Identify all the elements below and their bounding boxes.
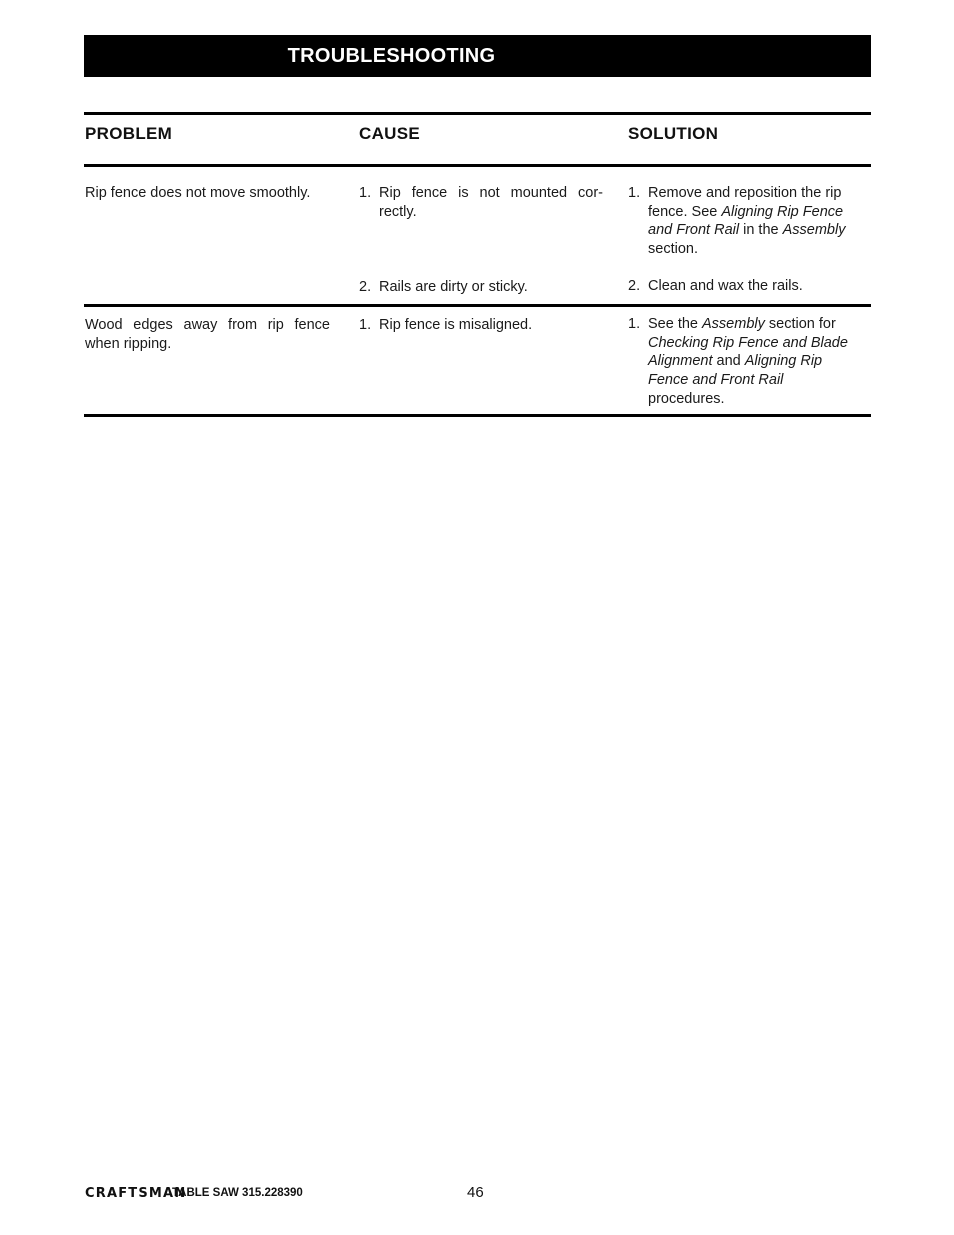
row2-problem (85, 316, 330, 353)
list-number: 1. (628, 185, 641, 201)
solution-reference: and Front Rail (648, 222, 740, 239)
list-number: 1. (359, 185, 372, 201)
list-number: 2. (359, 279, 372, 295)
problem-line1: Wood edges away from rip fence (85, 317, 330, 333)
row-divider-rule (84, 304, 871, 307)
solution-reference: Alignment (648, 353, 713, 370)
solution-text: See the (648, 316, 703, 332)
row2-solution-1 (628, 315, 871, 413)
header-bottom-rule (84, 164, 871, 167)
row1-solution-1 (628, 184, 871, 264)
solution-text: section for (764, 316, 836, 332)
row1-problem: Rip fence does not move smoothly. (85, 185, 311, 201)
solution-reference: Checking Rip Fence and Blade (648, 334, 848, 351)
header-solution: SOLUTION (628, 124, 719, 143)
row2-cause-1 (359, 316, 604, 336)
list-number: 2. (628, 278, 641, 294)
list-number: 1. (359, 317, 372, 333)
solution-reference: Aligning Rip (744, 353, 823, 370)
solution-reference: Assembly (782, 222, 846, 239)
solution-reference: Aligning Rip Fence (721, 203, 844, 220)
solution-line: section. (648, 241, 698, 258)
solution-reference: Fence and Front Rail (648, 372, 784, 389)
cause-text-line2: rectly. (379, 203, 417, 220)
row1-solution-2 (628, 277, 871, 297)
problem-line2: when ripping. (85, 335, 172, 352)
table-bottom-rule (84, 414, 871, 417)
table-top-rule (84, 112, 871, 115)
cause-text: Rip fence is misaligned. (379, 317, 533, 333)
row1-cause-2 (359, 278, 604, 298)
solution-text: fence. See (648, 203, 722, 220)
list-number: 1. (628, 316, 641, 332)
model-label: TABLE SAW 315.228390 (172, 1187, 303, 1199)
cause-text-line1: Rip fence is not mounted cor- (379, 185, 603, 201)
section-banner (84, 35, 871, 77)
header-problem: PROBLEM (85, 124, 173, 143)
solution-text: in the (739, 222, 783, 239)
section-title: TROUBLESHOOTING (287, 44, 496, 67)
solution-text: and (712, 353, 745, 370)
page-number: 46 (467, 1184, 484, 1201)
solution-line: Remove and reposition the rip (648, 185, 842, 201)
solution-reference: Assembly (702, 316, 765, 332)
brand-logo: CRAFTSMAN (85, 1186, 187, 1201)
row1-cause-1 (359, 184, 604, 224)
solution-line: procedures. (648, 390, 725, 407)
cause-text: Rails are dirty or sticky. (379, 279, 528, 295)
solution-text: Clean and wax the rails. (648, 278, 803, 294)
header-cause: CAUSE (359, 124, 421, 143)
